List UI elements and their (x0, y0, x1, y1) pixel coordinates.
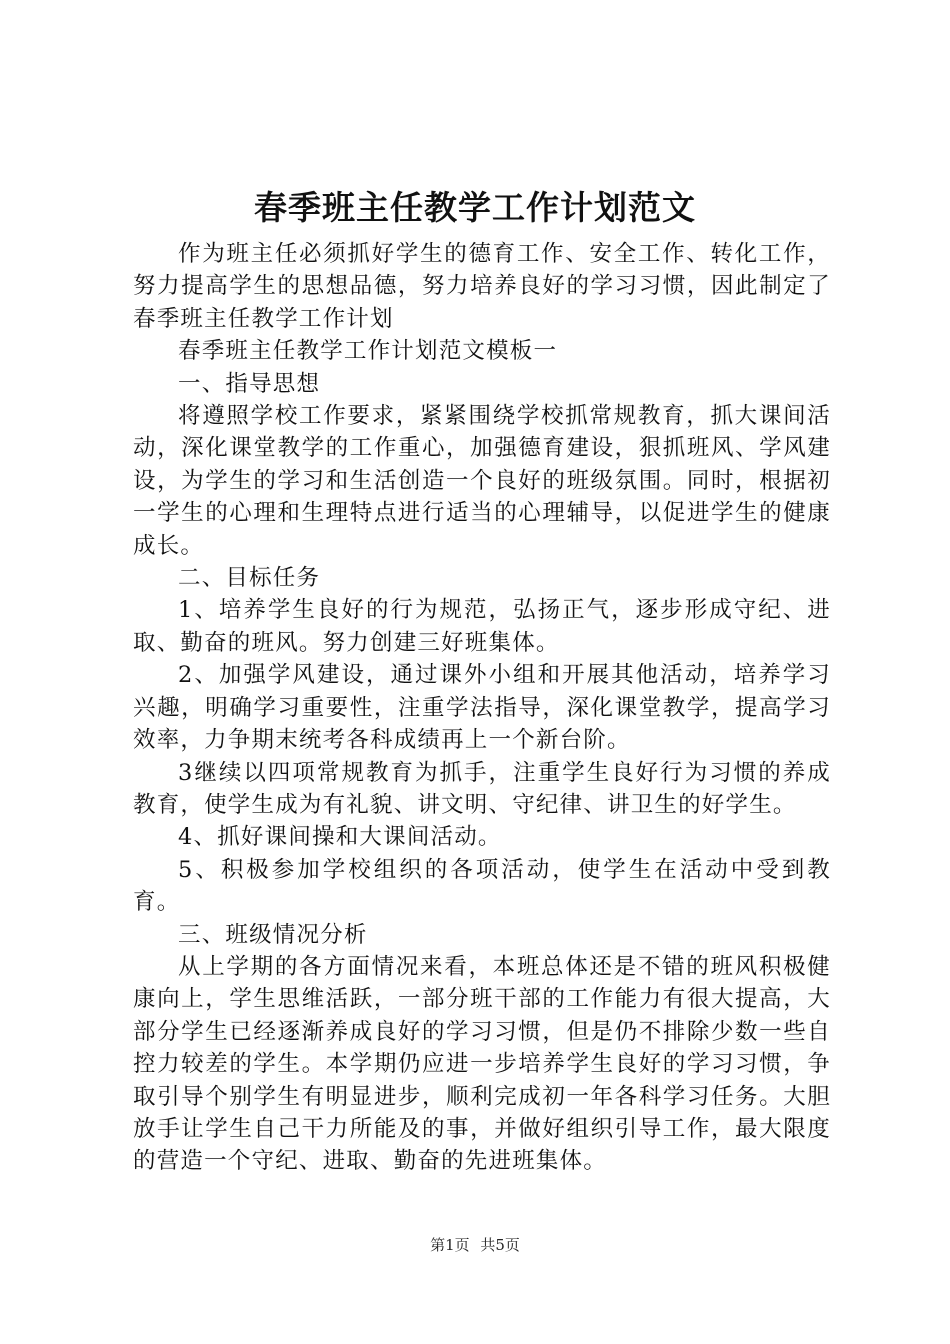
page-total: 共5页 (480, 1236, 520, 1254)
document-title: 春季班主任教学工作计划范文 (254, 188, 696, 227)
page-number: 第1页 (430, 1236, 470, 1254)
page-footer (0, 1234, 950, 1255)
paragraph-guiding-ideology: 将遵照学校工作要求，紧紧围绕学校抓常规教育，抓大课间活动，深化课堂教学的工作重心，加强德育建设，狠抓班风、学风建设，为学生的学习和生活创造一个良好的班级氛围。同时，根据初一学生的心理和生理特点进行适当的心理辅导，以促进学生的健康成长。 (133, 403, 831, 559)
paragraph-class-analysis: 从上学期的各方面情况来看，本班总体还是不错的班风积极健康向上，学生思维活跃，一部分班干部的工作能力有很大提高，大部分学生已经逐渐养成良好的学习习惯，但是仍不排除少数一些自控力较差的学生。本学期仍应进一步培养学生良好的学习习惯，争取引导个别学生有明显进步，顺利完成初一年各科学习任务。大胆放手让学生自己干力所能及的事，并做好组织引导工作，最大限度的营造一个守纪、进取、勤奋的先进班集体。 (133, 953, 831, 1175)
goal-item-3: 3继续以四项常规教育为抓手，注重学生良好行为习惯的养成教育，使学生成为有礼貌、讲文明、守纪律、讲卫生的好学生。 (133, 759, 831, 818)
template-heading: 春季班主任教学工作计划范文模板一 (178, 338, 558, 365)
goal-item-5: 5、积极参加学校组织的各项活动，使学生在活动中受到教育。 (133, 856, 831, 916)
goal-item-2: 2、加强学风建设，通过课外小组和开展其他活动，培养学习兴趣，明确学习重要性，注重学法指导，深化课堂教学，提高学习效率，力争期末统考各科成绩再上一个新台阶。 (133, 662, 831, 754)
section-heading-class-analysis: 三、班级情况分析 (178, 921, 368, 948)
document-body (133, 238, 831, 1178)
goal-item-4: 4、抓好课间操和大课间活动。 (178, 824, 502, 851)
section-heading-goals: 二、目标任务 (178, 565, 321, 592)
goal-item-1: 1、培养学生良好的行为规范，弘扬正气，逐步形成守纪、进取、勤奋的班风。努力创建三好班集体。 (133, 597, 831, 656)
intro-paragraph: 作为班主任必须抓好学生的德育工作、安全工作、转化工作，努力提高学生的思想品德，努力培养良好的学习习惯，因此制定了春季班主任教学工作计划 (133, 241, 831, 332)
section-heading-guiding-ideology: 一、指导思想 (178, 370, 321, 397)
